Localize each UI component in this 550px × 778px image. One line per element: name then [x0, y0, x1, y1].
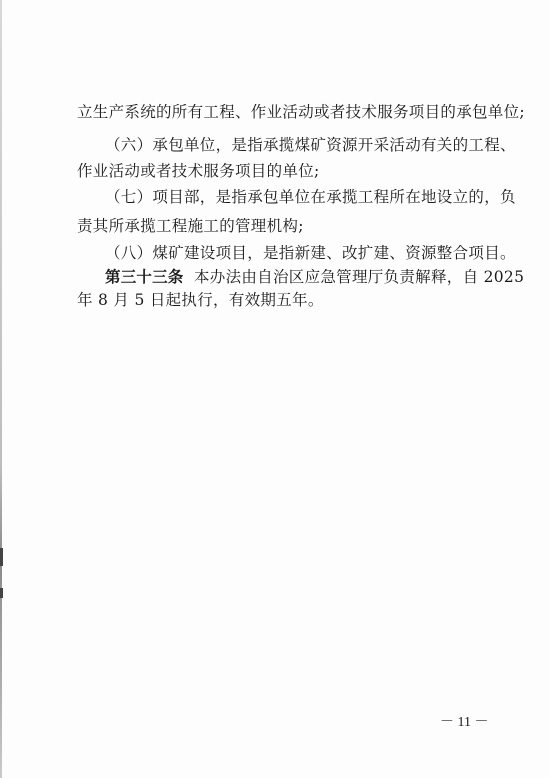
article-heading: 第三十三条 — [105, 268, 184, 286]
article-line: 年 8 月 5 日起执行，有效期五年。 — [77, 291, 324, 309]
paragraph-line: （七）项目部，是指承包单位在承揽工程所在地设立的，负 — [105, 188, 516, 206]
paragraph-line: 立生产系统的所有工程、作业活动或者技术服务项目的承包单位; — [77, 103, 525, 121]
paragraph-line: 作业活动或者技术服务项目的单位; — [77, 162, 320, 180]
binding-mark — [0, 588, 3, 598]
paragraph-line: 责其所承揽工程施工的管理机构; — [77, 217, 304, 235]
paragraph-line: （八）煤矿建设项目，是指新建、改扩建、资源整合项目。 — [105, 244, 516, 262]
binding-mark — [0, 548, 3, 566]
article-line — [77, 265, 524, 289]
page-number: － 11 － — [440, 715, 489, 730]
paragraph-line: （六）承包单位，是指承揽煤矿资源开采活动有关的工程、 — [105, 136, 516, 154]
article-text: 本办法由自治区应急管理厅负责解释，自 2025 — [193, 268, 525, 286]
binding-edge — [0, 0, 2, 778]
